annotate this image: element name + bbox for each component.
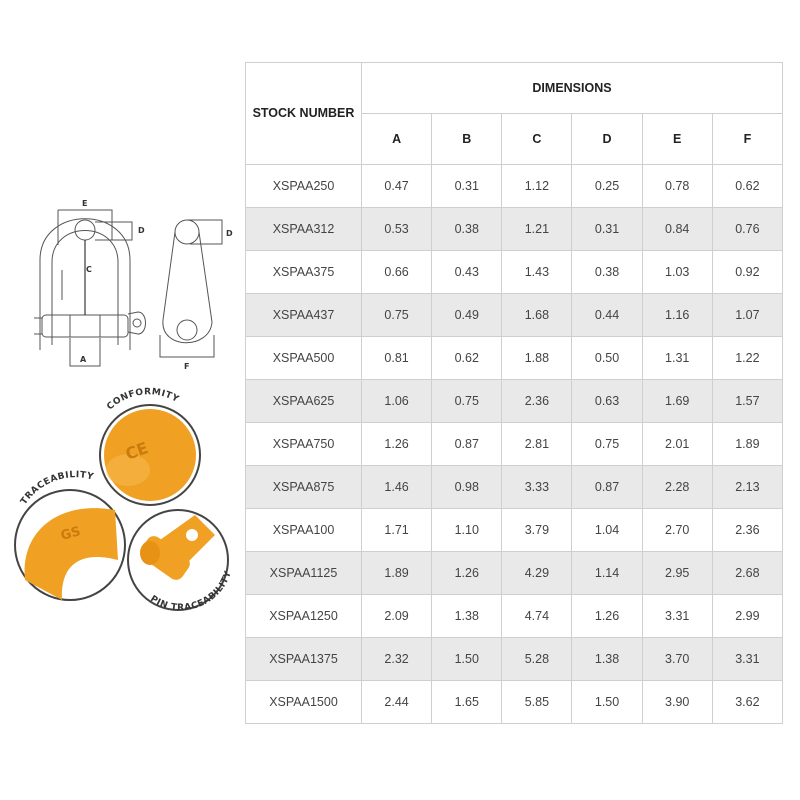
table-body bbox=[246, 165, 783, 724]
dimension-cell-f: 2.13 bbox=[712, 466, 782, 509]
dimension-cell-a: 1.26 bbox=[362, 423, 432, 466]
table-row bbox=[246, 337, 783, 380]
table-row bbox=[246, 466, 783, 509]
dimension-cell-a: 1.06 bbox=[362, 380, 432, 423]
stock-number-cell: XSPAA100 bbox=[246, 509, 362, 552]
dimension-cell-f: 2.36 bbox=[712, 509, 782, 552]
column-header-e: E bbox=[642, 114, 712, 165]
dimension-cell-d: 0.38 bbox=[572, 251, 642, 294]
traceability-label: TRACEABILITY bbox=[19, 470, 95, 507]
dimension-cell-e: 3.31 bbox=[642, 595, 712, 638]
dimension-cell-c: 1.88 bbox=[502, 337, 572, 380]
column-header-a: A bbox=[362, 114, 432, 165]
dimension-cell-b: 0.31 bbox=[432, 165, 502, 208]
dim-label-a: A bbox=[80, 355, 87, 364]
dimension-cell-f: 2.68 bbox=[712, 552, 782, 595]
dimension-cell-e: 2.95 bbox=[642, 552, 712, 595]
dimension-cell-d: 0.31 bbox=[572, 208, 642, 251]
dimension-cell-b: 0.87 bbox=[432, 423, 502, 466]
table-row bbox=[246, 552, 783, 595]
dimension-cell-f: 0.92 bbox=[712, 251, 782, 294]
stock-number-cell: XSPAA1250 bbox=[246, 595, 362, 638]
stock-number-cell: XSPAA250 bbox=[246, 165, 362, 208]
dimension-cell-f: 3.31 bbox=[712, 638, 782, 681]
dimension-cell-a: 0.53 bbox=[362, 208, 432, 251]
dimension-cell-f: 3.62 bbox=[712, 681, 782, 724]
dimension-cell-d: 0.44 bbox=[572, 294, 642, 337]
column-header-c: C bbox=[502, 114, 572, 165]
gs-mark: GS bbox=[59, 524, 83, 544]
dimension-cell-f: 2.99 bbox=[712, 595, 782, 638]
dimension-cell-a: 2.32 bbox=[362, 638, 432, 681]
stock-number-cell: XSPAA750 bbox=[246, 423, 362, 466]
traceability-badge bbox=[15, 490, 125, 600]
dimension-cell-e: 2.01 bbox=[642, 423, 712, 466]
dimension-cell-c: 2.81 bbox=[502, 423, 572, 466]
dimension-cell-e: 0.78 bbox=[642, 165, 712, 208]
dimension-cell-a: 0.81 bbox=[362, 337, 432, 380]
stock-number-header-label: STOCK NUMBER bbox=[252, 106, 355, 120]
dimension-cell-e: 3.70 bbox=[642, 638, 712, 681]
dimension-cell-a: 1.71 bbox=[362, 509, 432, 552]
dimension-cell-c: 5.28 bbox=[502, 638, 572, 681]
dimension-cell-d: 0.63 bbox=[572, 380, 642, 423]
dimension-cell-d: 0.50 bbox=[572, 337, 642, 380]
dim-label-d-side: D bbox=[226, 229, 233, 238]
dimension-cell-a: 1.89 bbox=[362, 552, 432, 595]
dimension-cell-b: 0.43 bbox=[432, 251, 502, 294]
table-row bbox=[246, 638, 783, 681]
dimensions-table bbox=[245, 62, 783, 724]
ce-mark: CE bbox=[122, 438, 151, 464]
table-row bbox=[246, 294, 783, 337]
dimension-cell-a: 1.46 bbox=[362, 466, 432, 509]
dimension-cell-b: 1.10 bbox=[432, 509, 502, 552]
dimension-cell-b: 0.38 bbox=[432, 208, 502, 251]
dimension-cell-e: 2.28 bbox=[642, 466, 712, 509]
dimension-cell-c: 1.68 bbox=[502, 294, 572, 337]
dimension-cell-a: 0.66 bbox=[362, 251, 432, 294]
stock-number-cell: XSPAA1125 bbox=[246, 552, 362, 595]
dimension-cell-c: 4.29 bbox=[502, 552, 572, 595]
dimension-cell-d: 1.50 bbox=[572, 681, 642, 724]
column-header-d: D bbox=[572, 114, 642, 165]
table-row bbox=[246, 208, 783, 251]
dimension-cell-d: 1.04 bbox=[572, 509, 642, 552]
shackle-front-diagram bbox=[34, 210, 146, 366]
table-row bbox=[246, 509, 783, 552]
dimension-cell-d: 0.87 bbox=[572, 466, 642, 509]
dimension-cell-c: 1.12 bbox=[502, 165, 572, 208]
dimension-cell-b: 0.62 bbox=[432, 337, 502, 380]
stock-number-cell: XSPAA375 bbox=[246, 251, 362, 294]
conformity-badge bbox=[100, 405, 200, 505]
dimension-cell-b: 0.75 bbox=[432, 380, 502, 423]
dimension-cell-e: 1.69 bbox=[642, 380, 712, 423]
dimension-cell-f: 1.89 bbox=[712, 423, 782, 466]
stock-number-header bbox=[246, 63, 362, 165]
stock-number-cell: XSPAA312 bbox=[246, 208, 362, 251]
dimension-cell-b: 1.38 bbox=[432, 595, 502, 638]
left-artwork bbox=[0, 0, 245, 800]
table-row bbox=[246, 681, 783, 724]
table-row bbox=[246, 165, 783, 208]
dimension-cell-f: 1.07 bbox=[712, 294, 782, 337]
column-header-f: F bbox=[712, 114, 782, 165]
dimension-cell-d: 1.26 bbox=[572, 595, 642, 638]
column-header-b: B bbox=[432, 114, 502, 165]
dimension-cell-d: 1.14 bbox=[572, 552, 642, 595]
dimension-cell-c: 3.79 bbox=[502, 509, 572, 552]
dimension-cell-b: 0.49 bbox=[432, 294, 502, 337]
dimension-cell-b: 1.65 bbox=[432, 681, 502, 724]
dimension-cell-d: 1.38 bbox=[572, 638, 642, 681]
table-row bbox=[246, 423, 783, 466]
dimension-cell-c: 4.74 bbox=[502, 595, 572, 638]
dimension-cell-a: 2.09 bbox=[362, 595, 432, 638]
dimension-cell-a: 0.75 bbox=[362, 294, 432, 337]
dim-label-f: F bbox=[184, 362, 190, 371]
conformity-label: CONFORMITY bbox=[105, 387, 181, 413]
dim-label-e: E bbox=[82, 199, 88, 208]
dimension-cell-f: 1.57 bbox=[712, 380, 782, 423]
dimension-cell-e: 1.16 bbox=[642, 294, 712, 337]
dimension-cell-e: 0.84 bbox=[642, 208, 712, 251]
pin-traceability-label: PIN TRACEABILITY bbox=[148, 569, 234, 614]
stock-number-cell: XSPAA437 bbox=[246, 294, 362, 337]
dimensions-header: DIMENSIONS bbox=[362, 63, 783, 114]
table-row bbox=[246, 380, 783, 423]
dimension-cell-e: 1.03 bbox=[642, 251, 712, 294]
dimension-cell-c: 1.21 bbox=[502, 208, 572, 251]
dimension-cell-c: 2.36 bbox=[502, 380, 572, 423]
dimension-cell-e: 2.70 bbox=[642, 509, 712, 552]
dimension-cell-a: 2.44 bbox=[362, 681, 432, 724]
dimension-cell-c: 3.33 bbox=[502, 466, 572, 509]
dimension-cell-c: 1.43 bbox=[502, 251, 572, 294]
dimension-cell-e: 1.31 bbox=[642, 337, 712, 380]
dimension-cell-f: 0.62 bbox=[712, 165, 782, 208]
table-row bbox=[246, 251, 783, 294]
stock-number-cell: XSPAA875 bbox=[246, 466, 362, 509]
dimension-cell-b: 0.98 bbox=[432, 466, 502, 509]
dimension-cell-f: 0.76 bbox=[712, 208, 782, 251]
dimension-cell-b: 1.50 bbox=[432, 638, 502, 681]
table-row bbox=[246, 595, 783, 638]
dim-label-d-front: D bbox=[138, 226, 145, 235]
dimension-cell-a: 0.47 bbox=[362, 165, 432, 208]
dimension-cell-e: 3.90 bbox=[642, 681, 712, 724]
stock-number-cell: XSPAA625 bbox=[246, 380, 362, 423]
shackle-side-diagram bbox=[160, 220, 222, 357]
dimension-cell-c: 5.85 bbox=[502, 681, 572, 724]
dimension-cell-f: 1.22 bbox=[712, 337, 782, 380]
stock-number-cell: XSPAA500 bbox=[246, 337, 362, 380]
dimension-cell-d: 0.75 bbox=[572, 423, 642, 466]
dim-label-c: C bbox=[86, 265, 92, 274]
dimension-cell-d: 0.25 bbox=[572, 165, 642, 208]
dimension-cell-b: 1.26 bbox=[432, 552, 502, 595]
stock-number-cell: XSPAA1500 bbox=[246, 681, 362, 724]
stock-number-cell: XSPAA1375 bbox=[246, 638, 362, 681]
